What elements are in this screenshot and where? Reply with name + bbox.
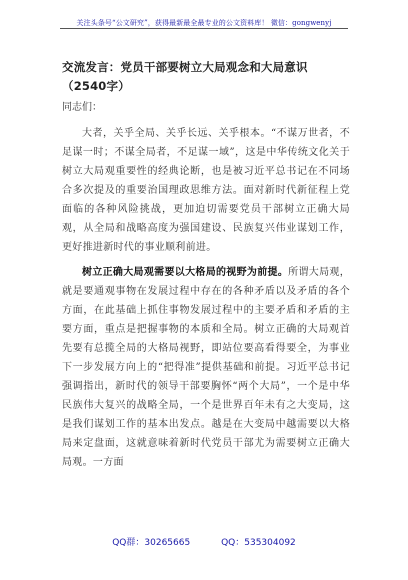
footer-qq-group: QQ群：30265665	[112, 538, 191, 548]
paragraph-2	[62, 263, 350, 472]
paragraph-2-body: 所谓大局观，就是要通观事物在发展过程中存在的各种矛盾以及矛盾的各个方面，在此基础上抓住事物发展过程中的主要矛盾和矛盾的主要方面，重点是把握事物的本质和全局。树立正确的大局观首先要有总揽全局的大格局视野，即站位要高看得要全，为事业下一步发展方向上的“把得准”提供基础和前提。习近平总书记强调指出，新时代的领导干部要胸怀“两个大局”，一个是中华民族伟大复兴的战略全局，一个是世界百年未有之大变局，这是我们谋划工作的基本出发点。越是在大变局中越需要以大格局来定盘面，这就意味着新时代党员干部尤为需要树立正确大局观。一方面	[62, 267, 350, 468]
document-title: 交流发言：党员干部要树立大局观念和大局意识（2540字）	[62, 60, 308, 93]
footer-qq: QQ：535304092	[221, 538, 296, 548]
header-banner-text: 关注头条号“公文研究”，获得最新最全最专业的公文资料库！ 微信：gongwenyj	[76, 19, 332, 27]
footer-contact	[0, 535, 408, 548]
header-divider	[60, 28, 348, 29]
paragraph-2-lead: 树立正确大局观需要以大格局的视野为前提。	[82, 267, 289, 278]
header-banner	[0, 10, 408, 29]
document-body	[62, 58, 350, 478]
greeting: 同志们：	[62, 102, 102, 113]
paragraph-1: 大者，关乎全局、关乎长远、关乎根本。“不谋万世者，不足谋一时；不谋全局者，不足谋一域”，这是中华传统文化关于树立大局观重要性的经典论断，也是被习近平总书记在不同场合多次提及的重要治国理政思维方法。面对新时代新征程上党面临的各种风险挑战，更加迫切需要党员干部树立正确大局观，从全局和战略高度为强国建设、民族复兴伟业谋划工作，更好推进新时代的事业顺利前进。	[62, 128, 350, 253]
